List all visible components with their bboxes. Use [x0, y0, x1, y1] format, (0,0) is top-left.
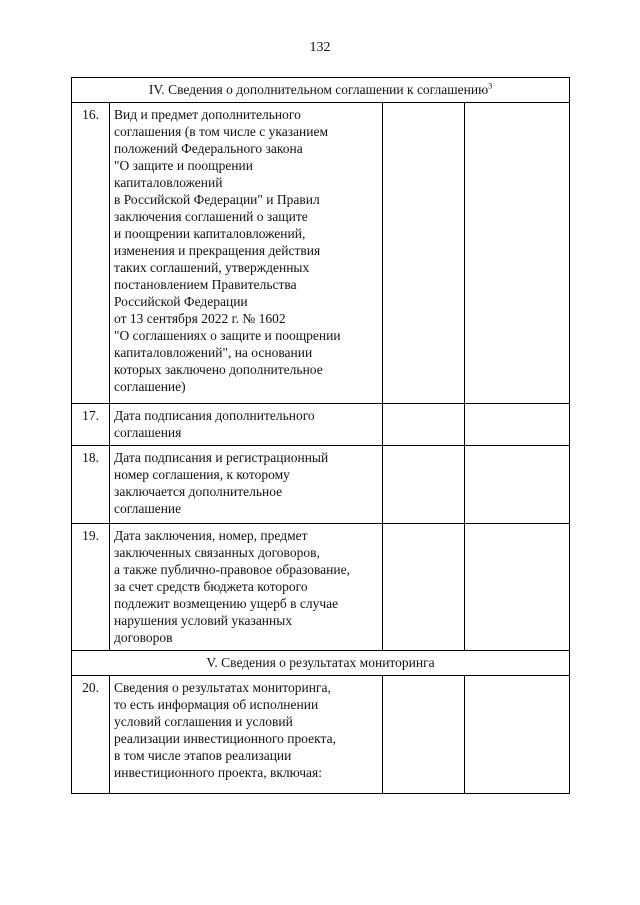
table-row — [72, 103, 570, 404]
value-cell — [383, 524, 465, 651]
section-iv-title-text: IV. Сведения о дополнительном соглашении к соглашению — [148, 82, 489, 97]
value-cell — [383, 404, 465, 446]
page-number: 132 — [309, 40, 331, 55]
section-iv-title — [72, 78, 570, 103]
row-description: Сведения о результатах мониторинга, то есть информация об исполнении условий соглашения и условий реализации инвестиционного проекта, в том числе этапов реализации инвестиционного проекта, включая: — [110, 676, 383, 794]
row-number: 19. — [72, 524, 110, 651]
section-v-header-row — [72, 651, 570, 676]
information-table — [71, 77, 570, 794]
section-iv-header-row — [72, 78, 570, 103]
table-row — [72, 446, 570, 524]
row-description: Дата подписания и регистрационный номер соглашения, к которому заключается дополнительное соглашение — [110, 446, 383, 524]
row-number: 20. — [72, 676, 110, 794]
value-cell — [383, 446, 465, 524]
value-cell — [465, 676, 570, 794]
footnote-mark: 3 — [488, 81, 493, 91]
value-cell — [465, 446, 570, 524]
row-number: 16. — [72, 103, 110, 404]
value-cell — [383, 676, 465, 794]
section-v-title: V. Сведения о результатах мониторинга — [72, 651, 570, 676]
row-number: 18. — [72, 446, 110, 524]
row-description: Вид и предмет дополнительного соглашения (в том числе с указанием положений Федерального закона "О защите и поощрении капиталовложений в Российской Федерации" и Правил заключения соглашений о защите и поощрении капиталовложений, изменения и прекращения действия таких соглашений, утвержденных постановлением Правительства Российской Федерации от 13 сентября 2022 г. № 1602 "О соглашениях о защите и поощрении капиталовложений", на основании которых заключено дополнительное соглашение) — [110, 103, 383, 404]
value-cell — [465, 404, 570, 446]
table-row — [72, 524, 570, 651]
table-row — [72, 676, 570, 794]
value-cell — [465, 103, 570, 404]
row-description: Дата подписания дополнительного соглашения — [110, 404, 383, 446]
row-number: 17. — [72, 404, 110, 446]
row-description: Дата заключения, номер, предмет заключенных связанных договоров, а также публично-правовое образование, за счет средств бюджета которого подлежит возмещению ущерб в случае нарушения условий указанных договоров — [110, 524, 383, 651]
table-row — [72, 404, 570, 446]
value-cell — [465, 524, 570, 651]
value-cell — [383, 103, 465, 404]
